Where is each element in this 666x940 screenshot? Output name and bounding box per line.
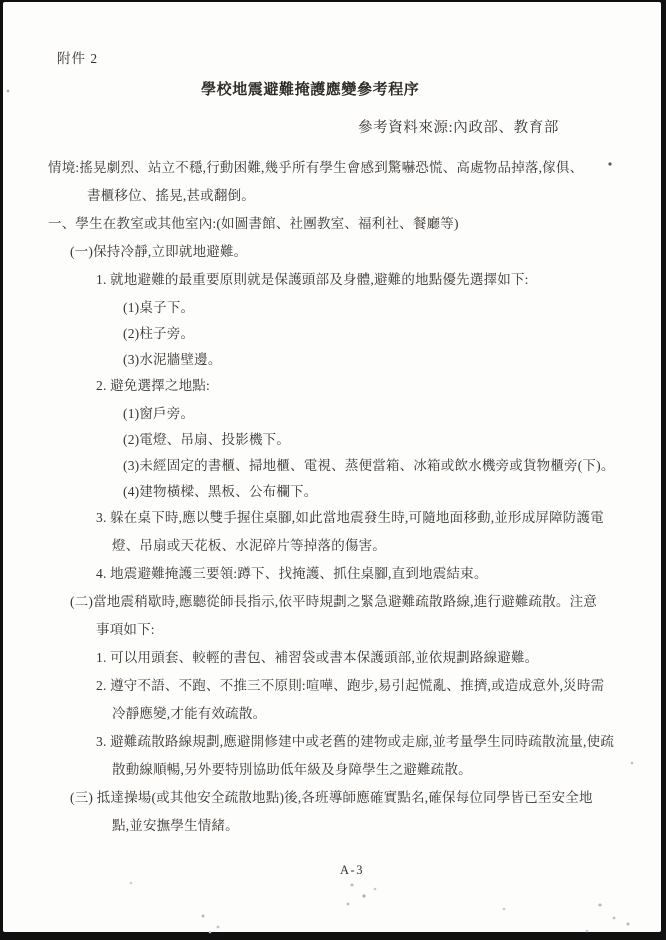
text-line: 3. 避難疏散路線規劃,應避開修建中或老舊的建物或走廊,並考量學生同時疏散流量,使疏 [96,734,615,749]
page-number: A-3 [340,863,364,877]
text-line: (3)未經固定的書櫃、掃地櫃、電視、蒸便當箱、冰箱或飲水機旁或貨物櫃旁(下)。 [123,458,615,473]
text-line: (1)桌子下。 [123,300,195,315]
page-title: 學校地震避難掩護應變參考程序 [201,82,420,98]
text-line: 一、學生在教室或其他室內:(如圖書館、社團教室、福利社、餐廳等) [48,216,459,231]
text-line: 2. 遵守不語、不跑、不推三不原則:喧嘩、跑步,易引起慌亂、推擠,或造成意外,災時需 [96,678,605,693]
scan-speckles [3,2,5,4]
text-line: (一)保持冷靜,立即就地避難。 [70,244,248,259]
document-lines [3,156,661,842]
attachment-label: 附件 2 [57,51,99,66]
text-line: (2)電燈、吊扇、投影機下。 [123,432,291,447]
text-line: 冷靜應變,才能有效疏散。 [112,706,267,721]
text-line: 散動線順暢,另外要特別協助低年級及身障學生之避難疏散。 [112,762,472,777]
text-line: 燈、吊扇或天花板、水泥碎片等掉落的傷害。 [112,538,386,553]
text-line: (1)窗戶旁。 [123,406,195,421]
text-line: 情境:搖晃劇烈、站立不穩,行動困難,幾乎所有學生會感到驚嚇恐慌、高處物品掉落,傢俱、 [48,160,584,175]
text-line: (三) 抵達操場(或其他安全疏散地點)後,各班導師應確實點名,確保每位同學皆已至安全地 [70,790,593,805]
text-line: (4)建物橫樑、黑板、公布欄下。 [123,484,318,499]
text-line: (二)當地震稍歇時,應聽從師長指示,依平時規劃之緊急避難疏散路線,進行避難疏散。注意 [70,594,598,609]
text-line: 1. 就地避難的最重要原則就是保護頭部及身體,避難的地點優先選擇如下: [96,272,529,287]
text-line: 4. 地震避難掩護三要領:蹲下、找掩護、抓住桌腳,直到地震結束。 [96,566,488,581]
text-line: 事項如下: [96,622,155,637]
source-line: 參考資料來源:內政部、教育部 [358,120,559,136]
text-line: (2)柱子旁。 [123,326,195,341]
text-line: 3. 躲在桌下時,應以雙手握住桌腳,如此當地震發生時,可隨地面移動,並形成屏障防護電 [96,510,604,525]
text-line: 點,並安撫學生情緒。 [112,818,239,833]
text-line: 書櫃移位、搖晃,甚或翻倒。 [87,188,255,203]
text-line: 2. 避免選擇之地點: [96,378,210,393]
text-line: 1. 可以用頭套、較輕的書包、補習袋或書本保護頭部,並依規劃路線避難。 [96,650,539,665]
paper-sheet [3,2,661,932]
text-line: (3)水泥牆壁邊。 [123,352,222,367]
